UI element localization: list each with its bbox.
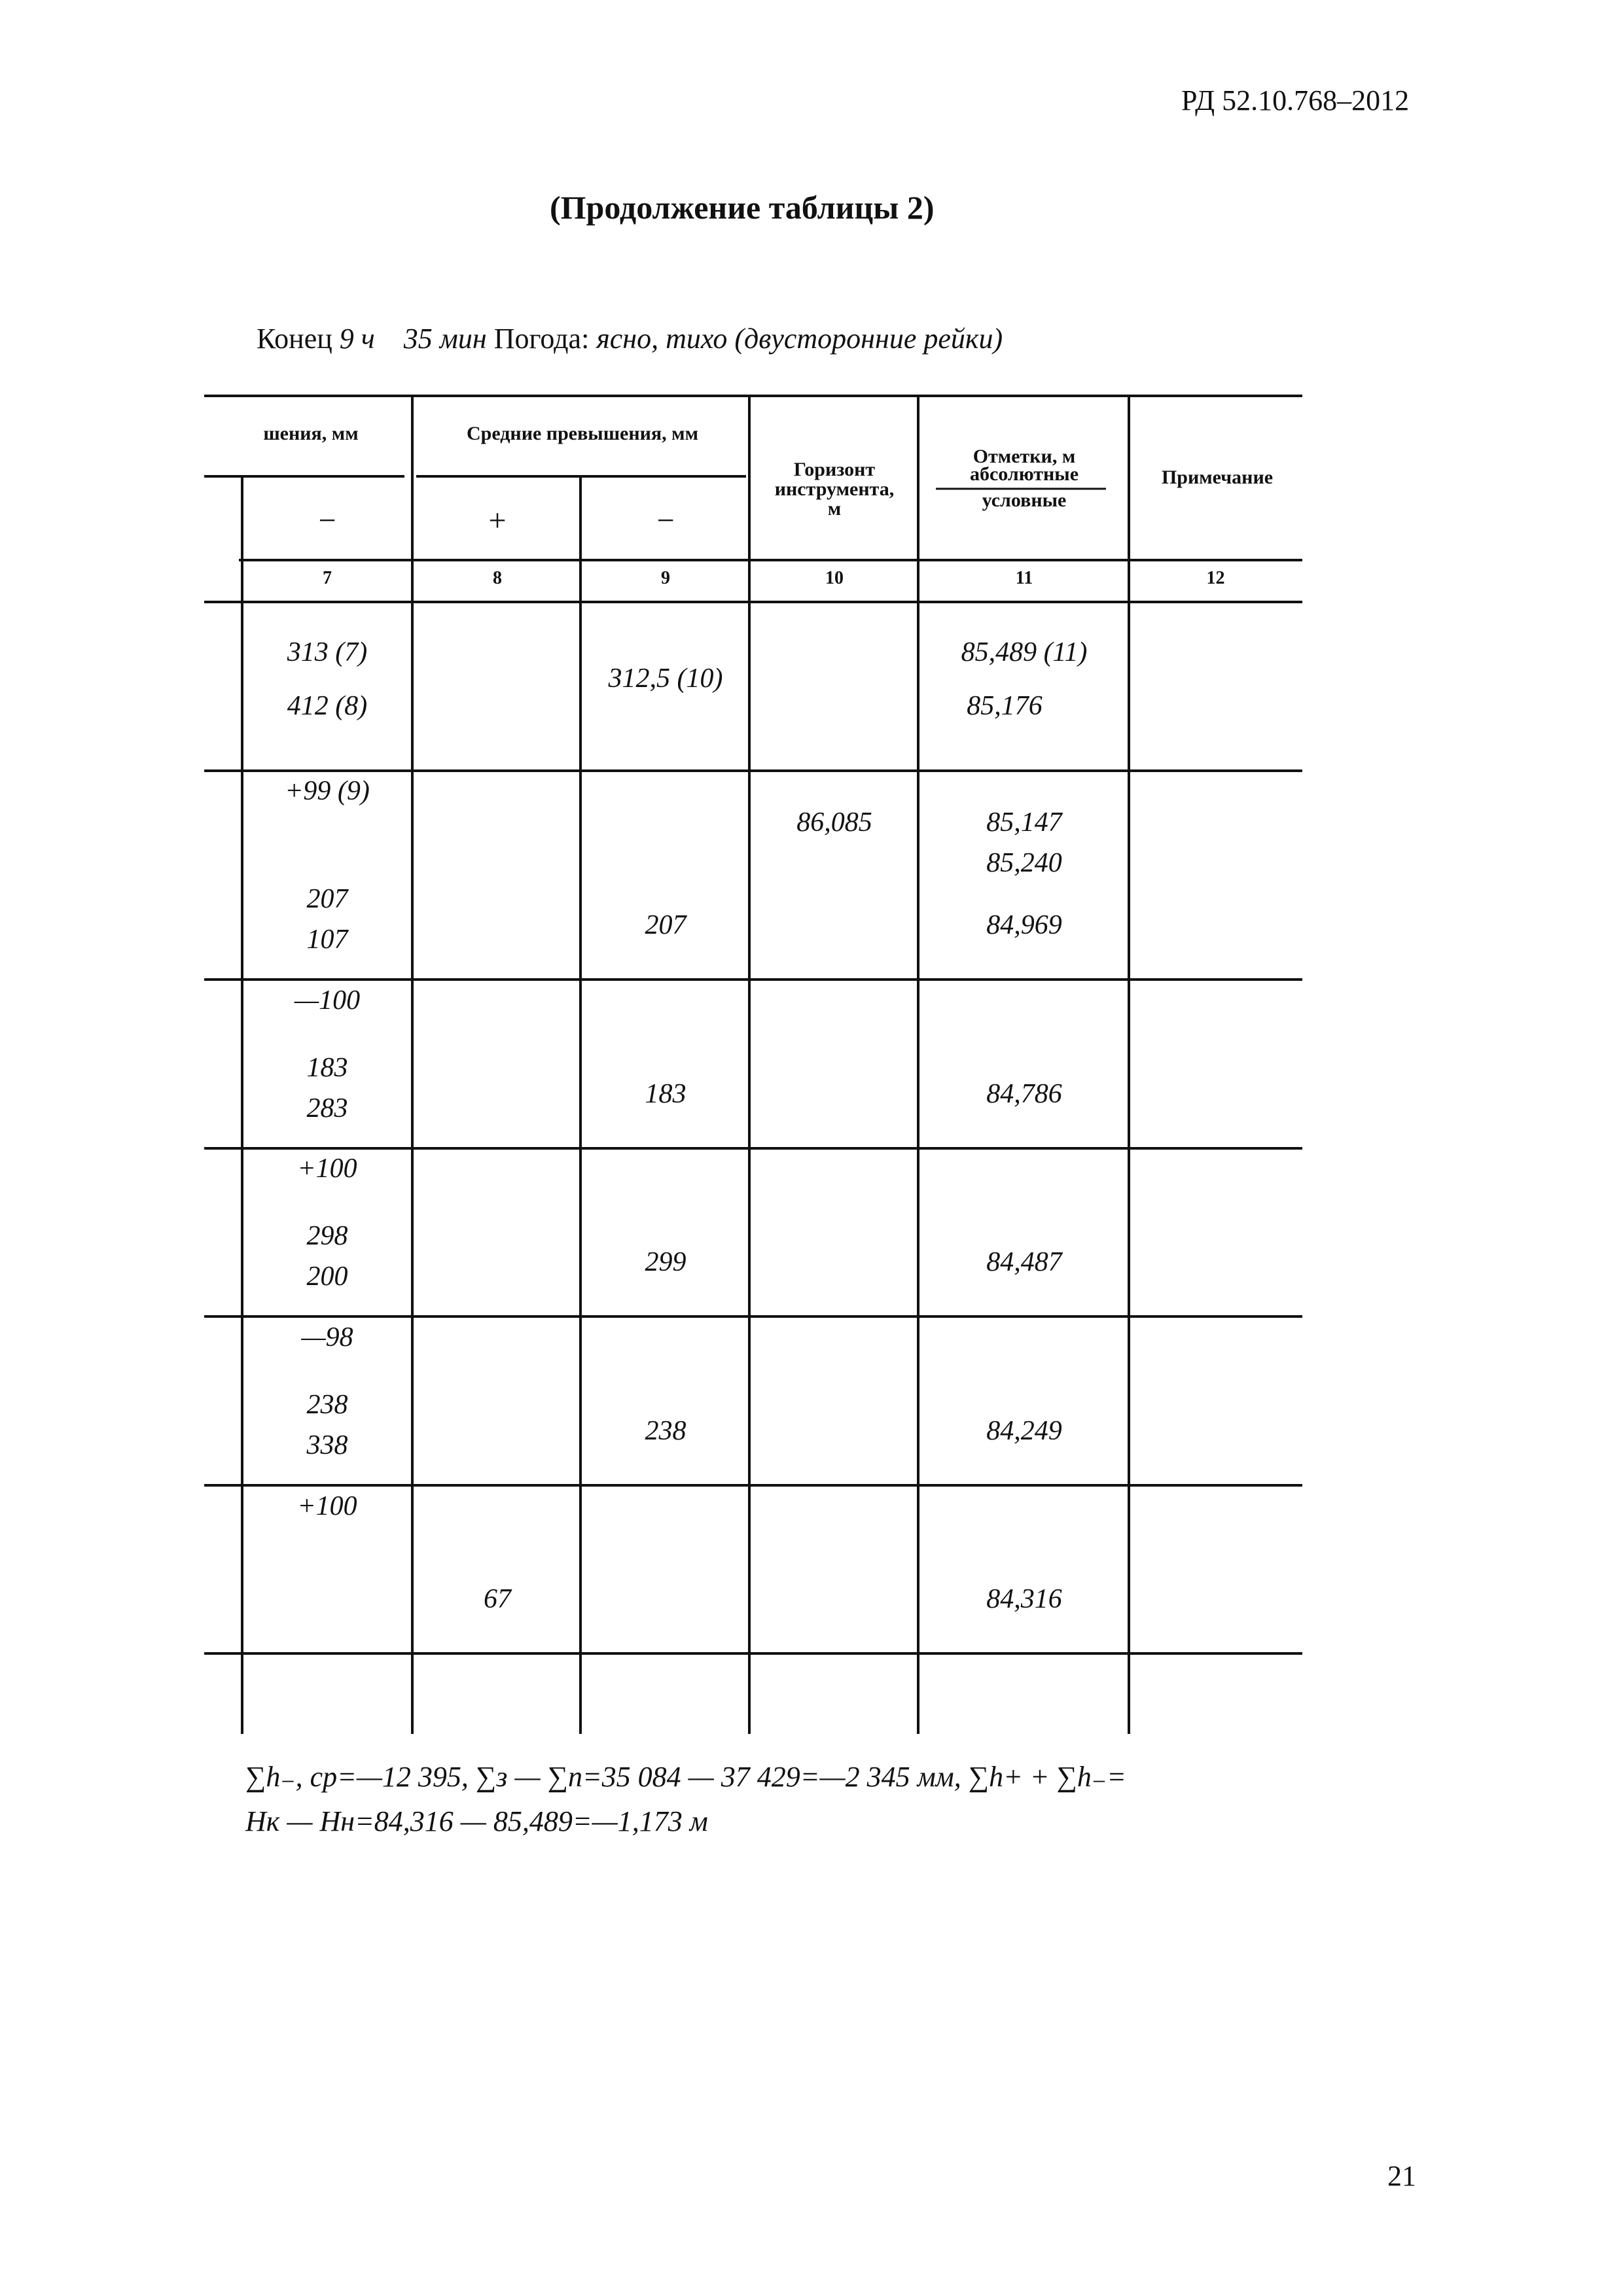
document-id: РД 52.10.768–2012: [1181, 84, 1410, 116]
row2-col10: 86,085: [796, 807, 872, 838]
row1-col7-line1: 313 (7): [287, 637, 368, 667]
header-average-elevations: Средние превышения, мм: [466, 423, 699, 444]
column-number-11: 11: [1015, 568, 1033, 588]
row2-col11-line2: 85,240: [986, 848, 1062, 878]
row3-col9: 183: [645, 1079, 687, 1109]
summary-formula-line1: ∑h₋, ср=—12 395, ∑з — ∑п=35 084 — 37 429=—2 345 мм, ∑h+ + ∑h₋=: [245, 1761, 1126, 1793]
row5-col9: 238: [645, 1416, 687, 1446]
row6-col7-line1: +100: [297, 1491, 357, 1521]
row1-col11-line2: 85,176: [967, 691, 1043, 721]
header-col7-minus: −: [318, 503, 336, 538]
row1-col7-line2: 412 (8): [287, 691, 368, 721]
row5-col7-line3: 338: [306, 1430, 348, 1460]
row2-col7-line1: +99 (9): [285, 776, 370, 806]
header-instrument-horizon-3: м: [827, 498, 842, 520]
row4-col9: 299: [645, 1247, 687, 1277]
row4-col7-line1: +100: [297, 1154, 357, 1184]
weather-value: ясно, тихо (двусторонние рейки): [596, 323, 1003, 355]
row1-col9: 312,5 (10): [608, 663, 723, 694]
header-col9-minus: −: [656, 503, 675, 538]
row6-col11: 84,316: [986, 1584, 1062, 1614]
column-number-7: 7: [323, 568, 332, 588]
summary-formula-line2: Hк — Hн=84,316 — 85,489=—1,173 м: [245, 1805, 708, 1837]
header-note: Примечание: [1161, 467, 1274, 488]
row6-col8: 67: [484, 1584, 511, 1614]
header-col8-plus: +: [488, 503, 507, 538]
row2-col7-line3: 107: [306, 925, 348, 955]
weather-label: Погода:: [493, 323, 590, 355]
row5-col7-line2: 238: [306, 1390, 348, 1420]
end-minutes: 35 мин: [403, 323, 487, 355]
row5-col11: 84,249: [986, 1416, 1062, 1446]
header-marks-absolute: абсолютные: [969, 463, 1079, 485]
column-number-12: 12: [1206, 568, 1225, 588]
row1-col11-line1: 85,489 (11): [961, 637, 1088, 667]
row3-col7-line1: —100: [294, 985, 361, 1016]
column-number-9: 9: [661, 568, 670, 588]
header-marks-conditional: условные: [982, 489, 1067, 511]
row4-col7-line3: 200: [306, 1262, 348, 1292]
end-hour: 9 ч: [339, 323, 375, 355]
row4-col7-line2: 298: [306, 1221, 348, 1251]
row3-col7-line3: 283: [306, 1093, 348, 1123]
header-marks: Отметки, м: [972, 446, 1076, 467]
row2-col11-line1: 85,147: [986, 807, 1062, 838]
row3-col11: 84,786: [986, 1079, 1062, 1109]
table-continuation-title: (Продолжение таблицы 2): [550, 189, 935, 226]
header-instrument-horizon-2: инструмента,: [774, 478, 895, 500]
header-instrument-horizon-1: Горизонт: [793, 459, 876, 480]
row5-col7-line1: —98: [301, 1322, 353, 1352]
column-number-10: 10: [825, 568, 844, 588]
row3-col7-line2: 183: [306, 1053, 348, 1083]
header-col7-group: шения, мм: [263, 423, 359, 444]
page-number: 21: [1387, 2160, 1416, 2192]
row4-col11: 84,487: [986, 1247, 1062, 1277]
row2-col7-line2: 207: [306, 884, 348, 914]
row2-col11-line3: 84,969: [986, 910, 1062, 940]
column-number-8: 8: [493, 568, 502, 588]
row2-col9: 207: [645, 910, 687, 940]
end-label: Конец: [257, 323, 332, 355]
